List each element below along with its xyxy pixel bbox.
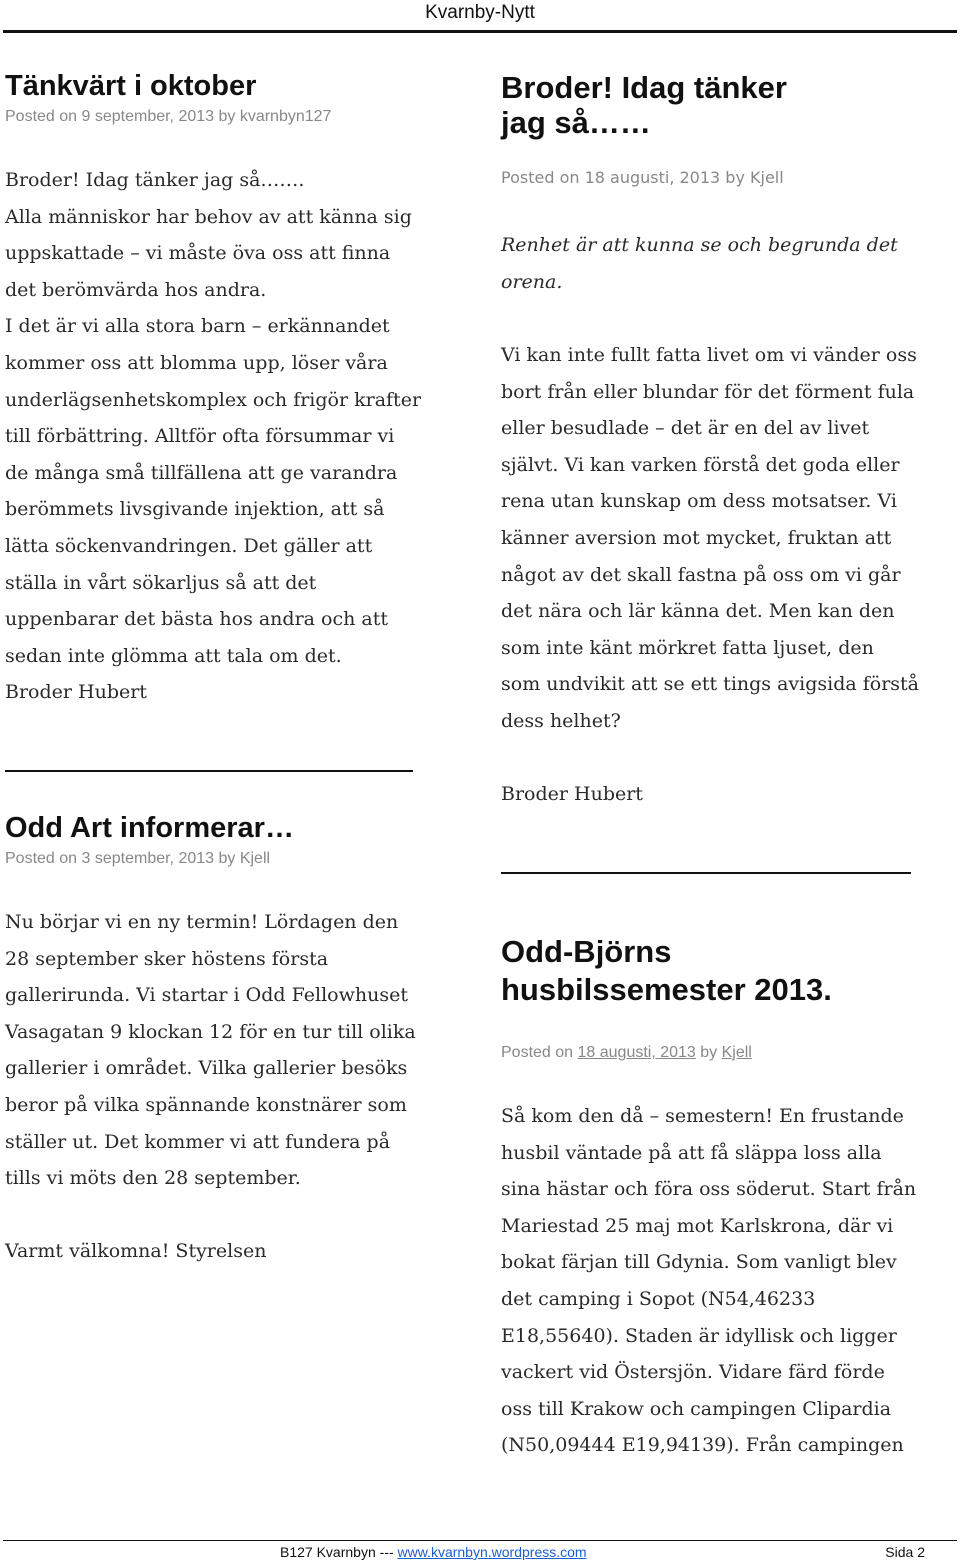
post-meta-tankvart: Posted on 9 september, 2013 by kvarnbyn127 (5, 108, 332, 125)
footer-text (280, 1544, 587, 1560)
body-line: gallerirunda. Vi startar i Odd Fellowhuset (5, 984, 408, 1007)
post-body-odd-art (5, 904, 416, 1197)
body-line: kommer oss att blomma upp, löser våra (5, 351, 388, 374)
body-line: sina hästar och föra oss söderut. Start från (501, 1178, 917, 1201)
body-line: ställa in vårt sökarljus så att det (5, 571, 317, 594)
body-line: de många små tillfällena att ge varandra (5, 461, 398, 484)
body-line: det nära och lär känna det. Men kan den (501, 600, 895, 623)
body-line: dess helhet? (501, 709, 621, 732)
body-line: eller besudlade – det är en del av livet (501, 417, 870, 440)
body-line: Alla människor har behov av att känna sig (5, 205, 412, 228)
body-line: till förbättring. Alltför ofta försummar vi (5, 425, 395, 448)
body-line: uppenbarar det bästa hos andra och att (5, 608, 388, 631)
post-body-tankvart (5, 162, 421, 711)
post-meta-odd-art: Posted on 3 september, 2013 by Kjell (5, 850, 271, 867)
body-line: gallerier i området. Vilka gallerier besöks (5, 1057, 408, 1080)
body-line: bort från eller blundar för det förment fula (501, 380, 915, 403)
body-line: oss till Krakow och campingen Clipardia (501, 1397, 892, 1420)
footer-rule (3, 1540, 957, 1541)
body-line: orena. (501, 270, 563, 293)
body-line: uppskattade – vi måste öva oss att finna (5, 242, 391, 265)
body-line: det camping i Sopot (N54,46233 (501, 1287, 816, 1310)
body-line: ställer ut. Det kommer vi att fundera på (5, 1130, 391, 1153)
post-meta-broder: Posted on 18 augusti, 2013 by Kjell (501, 168, 784, 187)
post-meta-husbil (501, 1044, 752, 1062)
body-line: I det är vi alla stora barn – erkännandet (5, 315, 390, 338)
page-footer (0, 1544, 960, 1564)
header-rule (3, 30, 957, 33)
body-line: Mariestad 25 maj mot Karlskrona, där vi (501, 1214, 894, 1237)
page-number: Sida 2 (885, 1544, 925, 1560)
post-lead-broder (501, 227, 898, 300)
meta-by: by (695, 1044, 722, 1061)
post-title-husbil[interactable] (501, 933, 832, 1009)
body-line: känner aversion mot mycket, fruktan att (501, 526, 892, 549)
body-line: Broder! Idag tänker jag så……. (5, 169, 305, 191)
post-title-line: husbilssemester 2013. (501, 972, 832, 1007)
post-closing-odd-art: Varmt välkomna! Styrelsen (5, 1240, 267, 1262)
body-line: beror på vilka spännande konstnärer som (5, 1093, 407, 1116)
post-title-line: jag så…… (501, 105, 651, 140)
author-link[interactable]: Kjell (721, 1044, 752, 1061)
body-line: som undvikit att se ett tings avigsida förstå (501, 673, 920, 696)
section-divider (5, 770, 413, 772)
section-divider (501, 872, 911, 874)
body-line: som inte känt mörkret fatta ljuset, den (501, 636, 874, 659)
post-body-husbil (501, 1098, 916, 1464)
body-line: tills vi möts den 28 september. (5, 1167, 301, 1190)
body-line: husbil väntade på att få släppa loss alla (501, 1141, 882, 1164)
body-line: lätta söckenvandringen. Det gäller att (5, 534, 373, 557)
signature: Broder Hubert (5, 681, 147, 704)
post-title-line: Odd-Björns (501, 934, 672, 969)
body-line: Nu börjar vi en ny termin! Lördagen den (5, 911, 399, 933)
post-date-link[interactable]: 18 augusti, 2013 (577, 1044, 696, 1061)
footer-website-link[interactable]: www.kvarnbyn.wordpress.com (397, 1544, 587, 1560)
body-line: Vi kan inte fullt fatta livet om vi vänder oss (501, 344, 917, 366)
body-line: Så kom den då – semestern! En frustande (501, 1105, 904, 1127)
body-line: underlägsenhetskomplex och frigör krafter (5, 388, 422, 411)
post-title-broder[interactable] (501, 70, 787, 140)
body-line: Renhet är att kunna se och begrunda det (501, 234, 898, 256)
body-line: Vasagatan 9 klockan 12 för en tur till olika (5, 1020, 416, 1043)
post-title-line: Broder! Idag tänker (501, 70, 787, 105)
body-line: något av det skall fastna på oss om vi går (501, 563, 901, 586)
running-header: Kvarnby-Nytt (425, 2, 535, 23)
body-line: det berömvärda hos andra. (5, 278, 267, 301)
body-line: (N50,09444 E19,94139). Från campingen (501, 1434, 904, 1457)
meta-prefix: Posted on (501, 1044, 578, 1061)
post-title-tankvart[interactable]: Tänkvärt i oktober (5, 70, 257, 102)
body-line: vackert vid Östersjön. Vidare färd förde (501, 1361, 885, 1384)
body-line: 28 september sker höstens första (5, 947, 329, 970)
post-body-broder (501, 337, 919, 740)
body-line: bokat färjan till Gdynia. Som vanligt blev (501, 1251, 897, 1274)
footer-prefix: B127 Kvarnbyn --- (280, 1544, 398, 1560)
body-line: sedan inte glömma att tala om det. (5, 644, 342, 667)
post-title-odd-art[interactable]: Odd Art informerar… (5, 812, 294, 844)
body-line: E18,55640). Staden är idyllisk och ligger (501, 1324, 897, 1347)
body-line: rena utan kunskap om dess motsatser. Vi (501, 490, 897, 513)
body-line: berömmets livsgivande injektion, att så (5, 498, 385, 521)
signature: Broder Hubert (501, 783, 643, 805)
body-line: självt. Vi kan varken förstå det goda eller (501, 453, 900, 476)
